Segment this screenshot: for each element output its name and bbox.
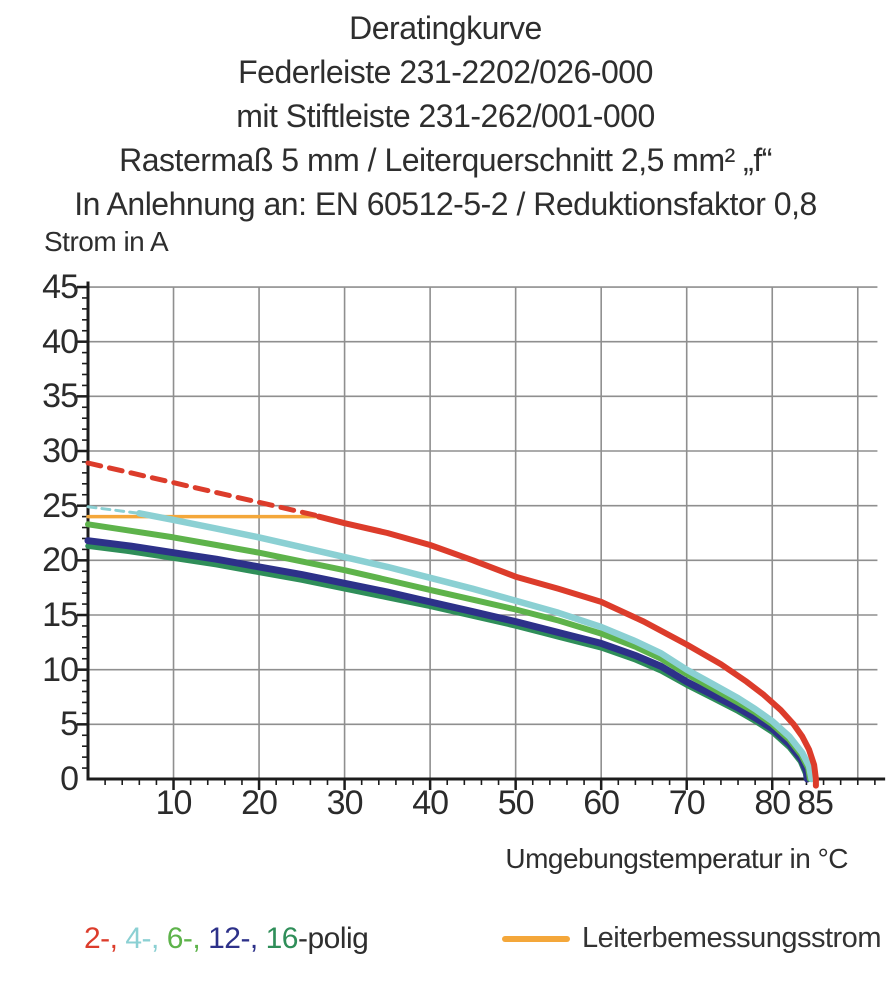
title-line-4: Rastermaß 5 mm / Leiterquerschnitt 2,5 mm² „f“ bbox=[119, 142, 772, 178]
y-tick-label-20: 20 bbox=[42, 541, 78, 580]
x-tick-label-70: 70 bbox=[668, 784, 705, 822]
title-line-1: Deratingkurve bbox=[349, 10, 542, 46]
x-tick-label-30: 30 bbox=[326, 784, 363, 822]
x-tick-label-85: 85 bbox=[797, 784, 833, 822]
legend-rated-current bbox=[502, 922, 881, 955]
legend-item-darkgreen: 16 bbox=[257, 922, 298, 955]
series-12-polig-s12 bbox=[88, 541, 807, 779]
x-tick-label-10: 10 bbox=[155, 784, 192, 822]
title-line-2: Federleiste 231-2202/026-000 bbox=[238, 54, 653, 90]
y-tick-label-30: 30 bbox=[42, 432, 78, 470]
series-2-polig-s2 bbox=[319, 517, 816, 786]
chart-title-block bbox=[0, 6, 891, 226]
y-tick-label-40: 40 bbox=[42, 322, 78, 361]
rated-current-label: Leiterbemessungsstrom bbox=[582, 922, 881, 954]
y-axis-title: Strom in A bbox=[44, 226, 169, 257]
series-2-polig-s2d bbox=[88, 463, 319, 516]
title-line-5: In Anlehnung an: EN 60512-5-2 / Reduktionsfaktor 0,8 bbox=[74, 186, 817, 222]
x-axis-title: Umgebungstemperatur in °C bbox=[505, 843, 848, 874]
legend-item-red: 2-, bbox=[84, 922, 118, 955]
series-4-polig-s4 bbox=[139, 513, 811, 779]
y-tick-label-0: 0 bbox=[60, 760, 78, 798]
legend-item-cyan: 4-, bbox=[117, 922, 159, 955]
legend-item-green: 6-, bbox=[158, 922, 201, 955]
x-tick-label-80: 80 bbox=[754, 784, 791, 822]
y-tick-label-15: 15 bbox=[42, 596, 78, 634]
legend-item-navy: 12-, bbox=[200, 922, 258, 955]
y-tick-label-5: 5 bbox=[60, 705, 78, 744]
x-tick-label-50: 50 bbox=[497, 784, 534, 822]
derating-chart bbox=[0, 250, 891, 830]
rated-current-line-swatch bbox=[502, 936, 570, 942]
series-4-polig-s4d bbox=[88, 507, 139, 514]
x-tick-label-20: 20 bbox=[241, 784, 277, 822]
y-tick-label-45: 45 bbox=[42, 268, 78, 306]
y-tick-label-25: 25 bbox=[42, 486, 78, 525]
legend-pole-counts bbox=[84, 922, 368, 956]
title-line-3: mit Stiftleiste 231-262/001-000 bbox=[236, 98, 655, 134]
y-tick-label-35: 35 bbox=[42, 377, 78, 416]
x-tick-label-40: 40 bbox=[412, 784, 449, 822]
y-tick-label-10: 10 bbox=[42, 650, 78, 689]
x-tick-label-60: 60 bbox=[583, 784, 620, 822]
legend-item-ink: -polig bbox=[297, 922, 369, 955]
